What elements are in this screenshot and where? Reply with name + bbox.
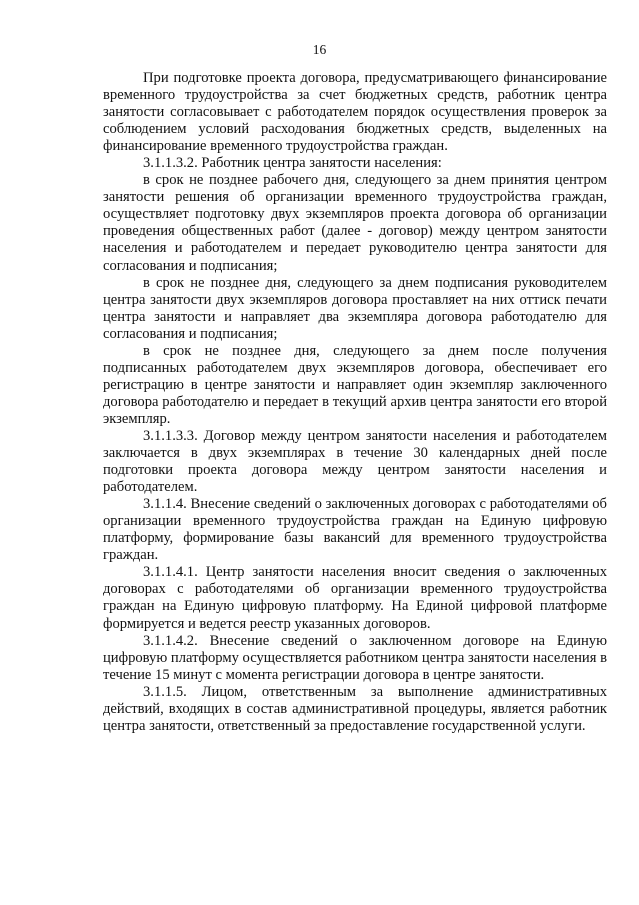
page-number: 16	[312, 42, 327, 57]
paragraph-section-3-1-1-4-2: 3.1.1.4.2. Внесение сведений о заключенном договоре на Единую цифровую платформу осуществляется работником центра занятости населения в течение 15 минут с момента регистрации договора в центре занятости.	[103, 632, 607, 683]
paragraph-section-3-1-1-5: 3.1.1.5. Лицом, ответственным за выполнение административных действий, входящих в состав административной процедуры, является работник центра занятости, ответственный за предоставление государственной услуги.	[103, 683, 607, 734]
paragraph-funding-verification: При подготовке проекта договора, предусматривающего финансирование временного трудоустройства за счет бюджетных средств, работник центра занятости согласовывает с работодателем порядок осуществления проверок за соблюдением условий расходования бюджетных средств, выделенных на финансирование временного трудоустройства граждан.	[103, 70, 607, 155]
document-body	[103, 70, 607, 735]
paragraph-contract-registration: в срок не позднее дня, следующего за днем после получения подписанных работодателем двух экземпляров договора, обеспечивает его регистрацию в центре занятости и направляет один экземпляр заключенного договора работодателю и передает в текущий архив центра занятости его второй экземпляр.	[103, 342, 607, 427]
paragraph-section-3-1-1-3-2: 3.1.1.3.2. Работник центра занятости населения:	[143, 155, 442, 172]
paragraph-contract-preparation: в срок не позднее рабочего дня, следующего за днем принятия центром занятости решения об организации временного трудоустройства граждан, осуществляет подготовку двух экземпляров проекта договора об организации проведения общественных работ (далее - договор) между центром занятости населения и работодателем и передает руководителю центра занятости для согласования и подписания;	[103, 172, 607, 274]
paragraph-section-3-1-1-4: 3.1.1.4. Внесение сведений о заключенных договорах с работодателями об организации временного трудоустройства граждан на Единую цифровую платформу, формирование базы вакансий для временного трудоустройства граждан.	[103, 496, 607, 564]
paragraph-section-3-1-1-4-1: 3.1.1.4.1. Центр занятости населения вносит сведения о заключенных договорах с работодателями об организации временного трудоустройства граждан на Единую цифровую платформу. На Единой цифровой платформе формируется и ведется реестр указанных договоров.	[103, 564, 607, 632]
paragraph-section-3-1-1-3-3: 3.1.1.3.3. Договор между центром занятости населения и работодателем заключается в двух экземплярах в течение 30 календарных дней после подготовки проекта договора между центром занятости населения и работодателем.	[103, 427, 607, 496]
paragraph-contract-stamping: в срок не позднее дня, следующего за днем подписания руководителем центра занятости двух экземпляров договора проставляет на них оттиск печати центра занятости и направляет два экземпляра договора работодателю для согласования и подписания;	[103, 274, 607, 342]
